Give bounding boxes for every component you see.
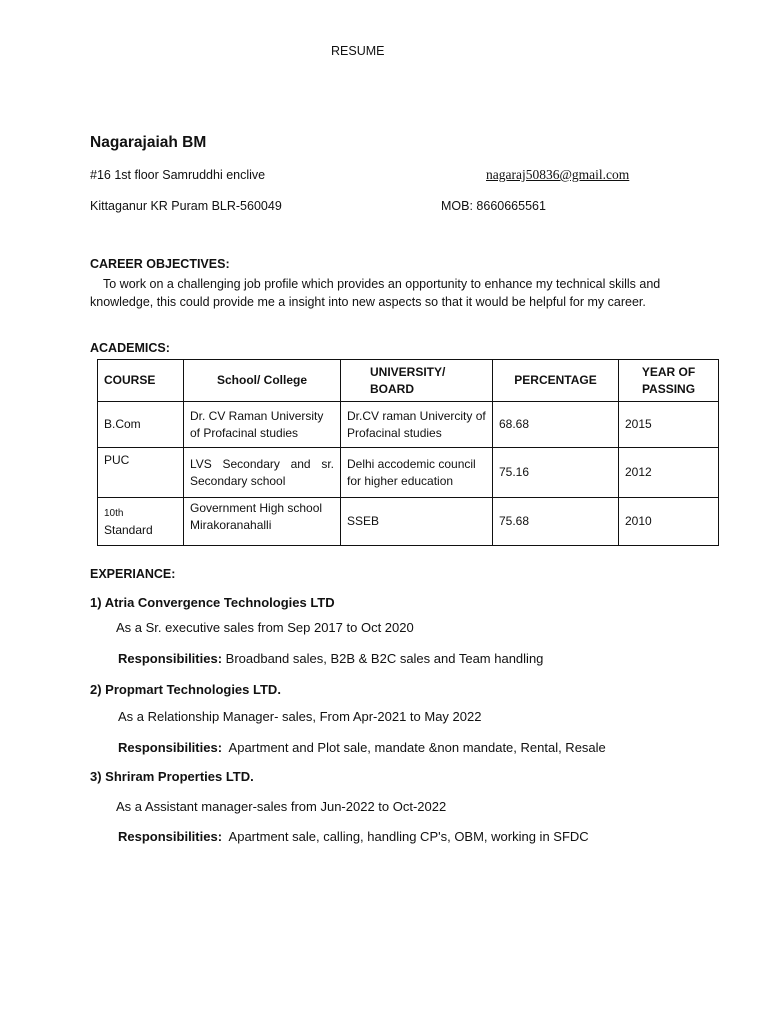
responsibilities-label: Responsibilities: [118, 651, 223, 666]
academics-table [97, 359, 719, 546]
experience-role-1: As a Sr. executive sales from Sep 2017 to Oct 2020 [116, 620, 414, 635]
address-line-1: #16 1st floor Samruddhi enclive [90, 168, 266, 182]
responsibilities-text: Broadband sales, B2B & B2C sales and Team handling [225, 651, 544, 666]
candidate-name: Nagarajaiah BM [90, 134, 207, 151]
experience-role-3: As a Assistant manager-sales from Jun-2022 to Oct-2022 [116, 799, 447, 814]
cell-percentage: 75.68 [493, 498, 619, 546]
cell-board: SSEB [341, 498, 493, 546]
experience-responsibilities-1 [118, 651, 543, 666]
experience-responsibilities-3 [118, 829, 589, 844]
cell-course-grade: 10th [104, 507, 124, 519]
experience-heading: EXPERIANCE: [90, 567, 176, 581]
address-line-2: Kittaganur KR Puram BLR-560049 [90, 199, 282, 213]
cell-school: Government High school Mirakoranahalli [184, 498, 341, 546]
cell-percentage: 68.68 [493, 402, 619, 448]
table-row [98, 402, 719, 448]
experience-role-2: As a Relationship Manager- sales, From Apr-2021 to May 2022 [118, 709, 482, 724]
cell-course [98, 498, 184, 546]
table-row [98, 498, 719, 546]
mobile-number: MOB: 8660665561 [441, 199, 546, 213]
experience-company-3: 3) Shriram Properties LTD. [90, 769, 254, 784]
cell-board: Delhi accodemic council for higher education [341, 448, 493, 498]
career-objectives-heading: CAREER OBJECTIVES: [90, 257, 230, 271]
cell-course: PUC [98, 448, 184, 498]
header-university: UNIVERSITY/ BOARD [341, 360, 493, 402]
responsibilities-text: Apartment sale, calling, handling CP's, OBM, working in SFDC [228, 829, 589, 844]
experience-responsibilities-2 [118, 740, 606, 755]
career-objectives-text: To work on a challenging job profile which provides an opportunity to enhance my technical skills and knowledge, this could provide me a insight into new aspects so that it would be helpful for my career. [90, 277, 661, 309]
table-row [98, 448, 719, 498]
responsibilities-text: Apartment and Plot sale, mandate &non mandate, Rental, Resale [228, 740, 606, 755]
responsibilities-label: Responsibilities: [118, 829, 223, 844]
cell-school: LVS Secondary and sr. Secondary school [184, 448, 341, 498]
cell-percentage: 75.16 [493, 448, 619, 498]
email-link[interactable]: nagaraj50836@gmail.com [486, 167, 630, 182]
cell-course: B.Com [98, 402, 184, 448]
header-year: YEAR OF PASSING [619, 360, 719, 402]
cell-year: 2012 [619, 448, 719, 498]
responsibilities-label: Responsibilities: [118, 740, 223, 755]
experience-company-2: 2) Propmart Technologies LTD. [90, 682, 281, 697]
header-course: COURSE [98, 360, 184, 402]
table-header-row [98, 360, 719, 402]
document-title: RESUME [331, 44, 385, 58]
header-school: School/ College [184, 360, 341, 402]
cell-board: Dr.CV raman Univercity of Profacinal studies [341, 402, 493, 448]
cell-course-label: Standard [104, 522, 153, 537]
header-percentage: PERCENTAGE [493, 360, 619, 402]
cell-year: 2010 [619, 498, 719, 546]
experience-company-1: 1) Atria Convergence Technologies LTD [90, 595, 335, 610]
cell-year: 2015 [619, 402, 719, 448]
cell-school: Dr. CV Raman University of Profacinal studies [184, 402, 341, 448]
academics-heading: ACADEMICS: [90, 341, 170, 355]
